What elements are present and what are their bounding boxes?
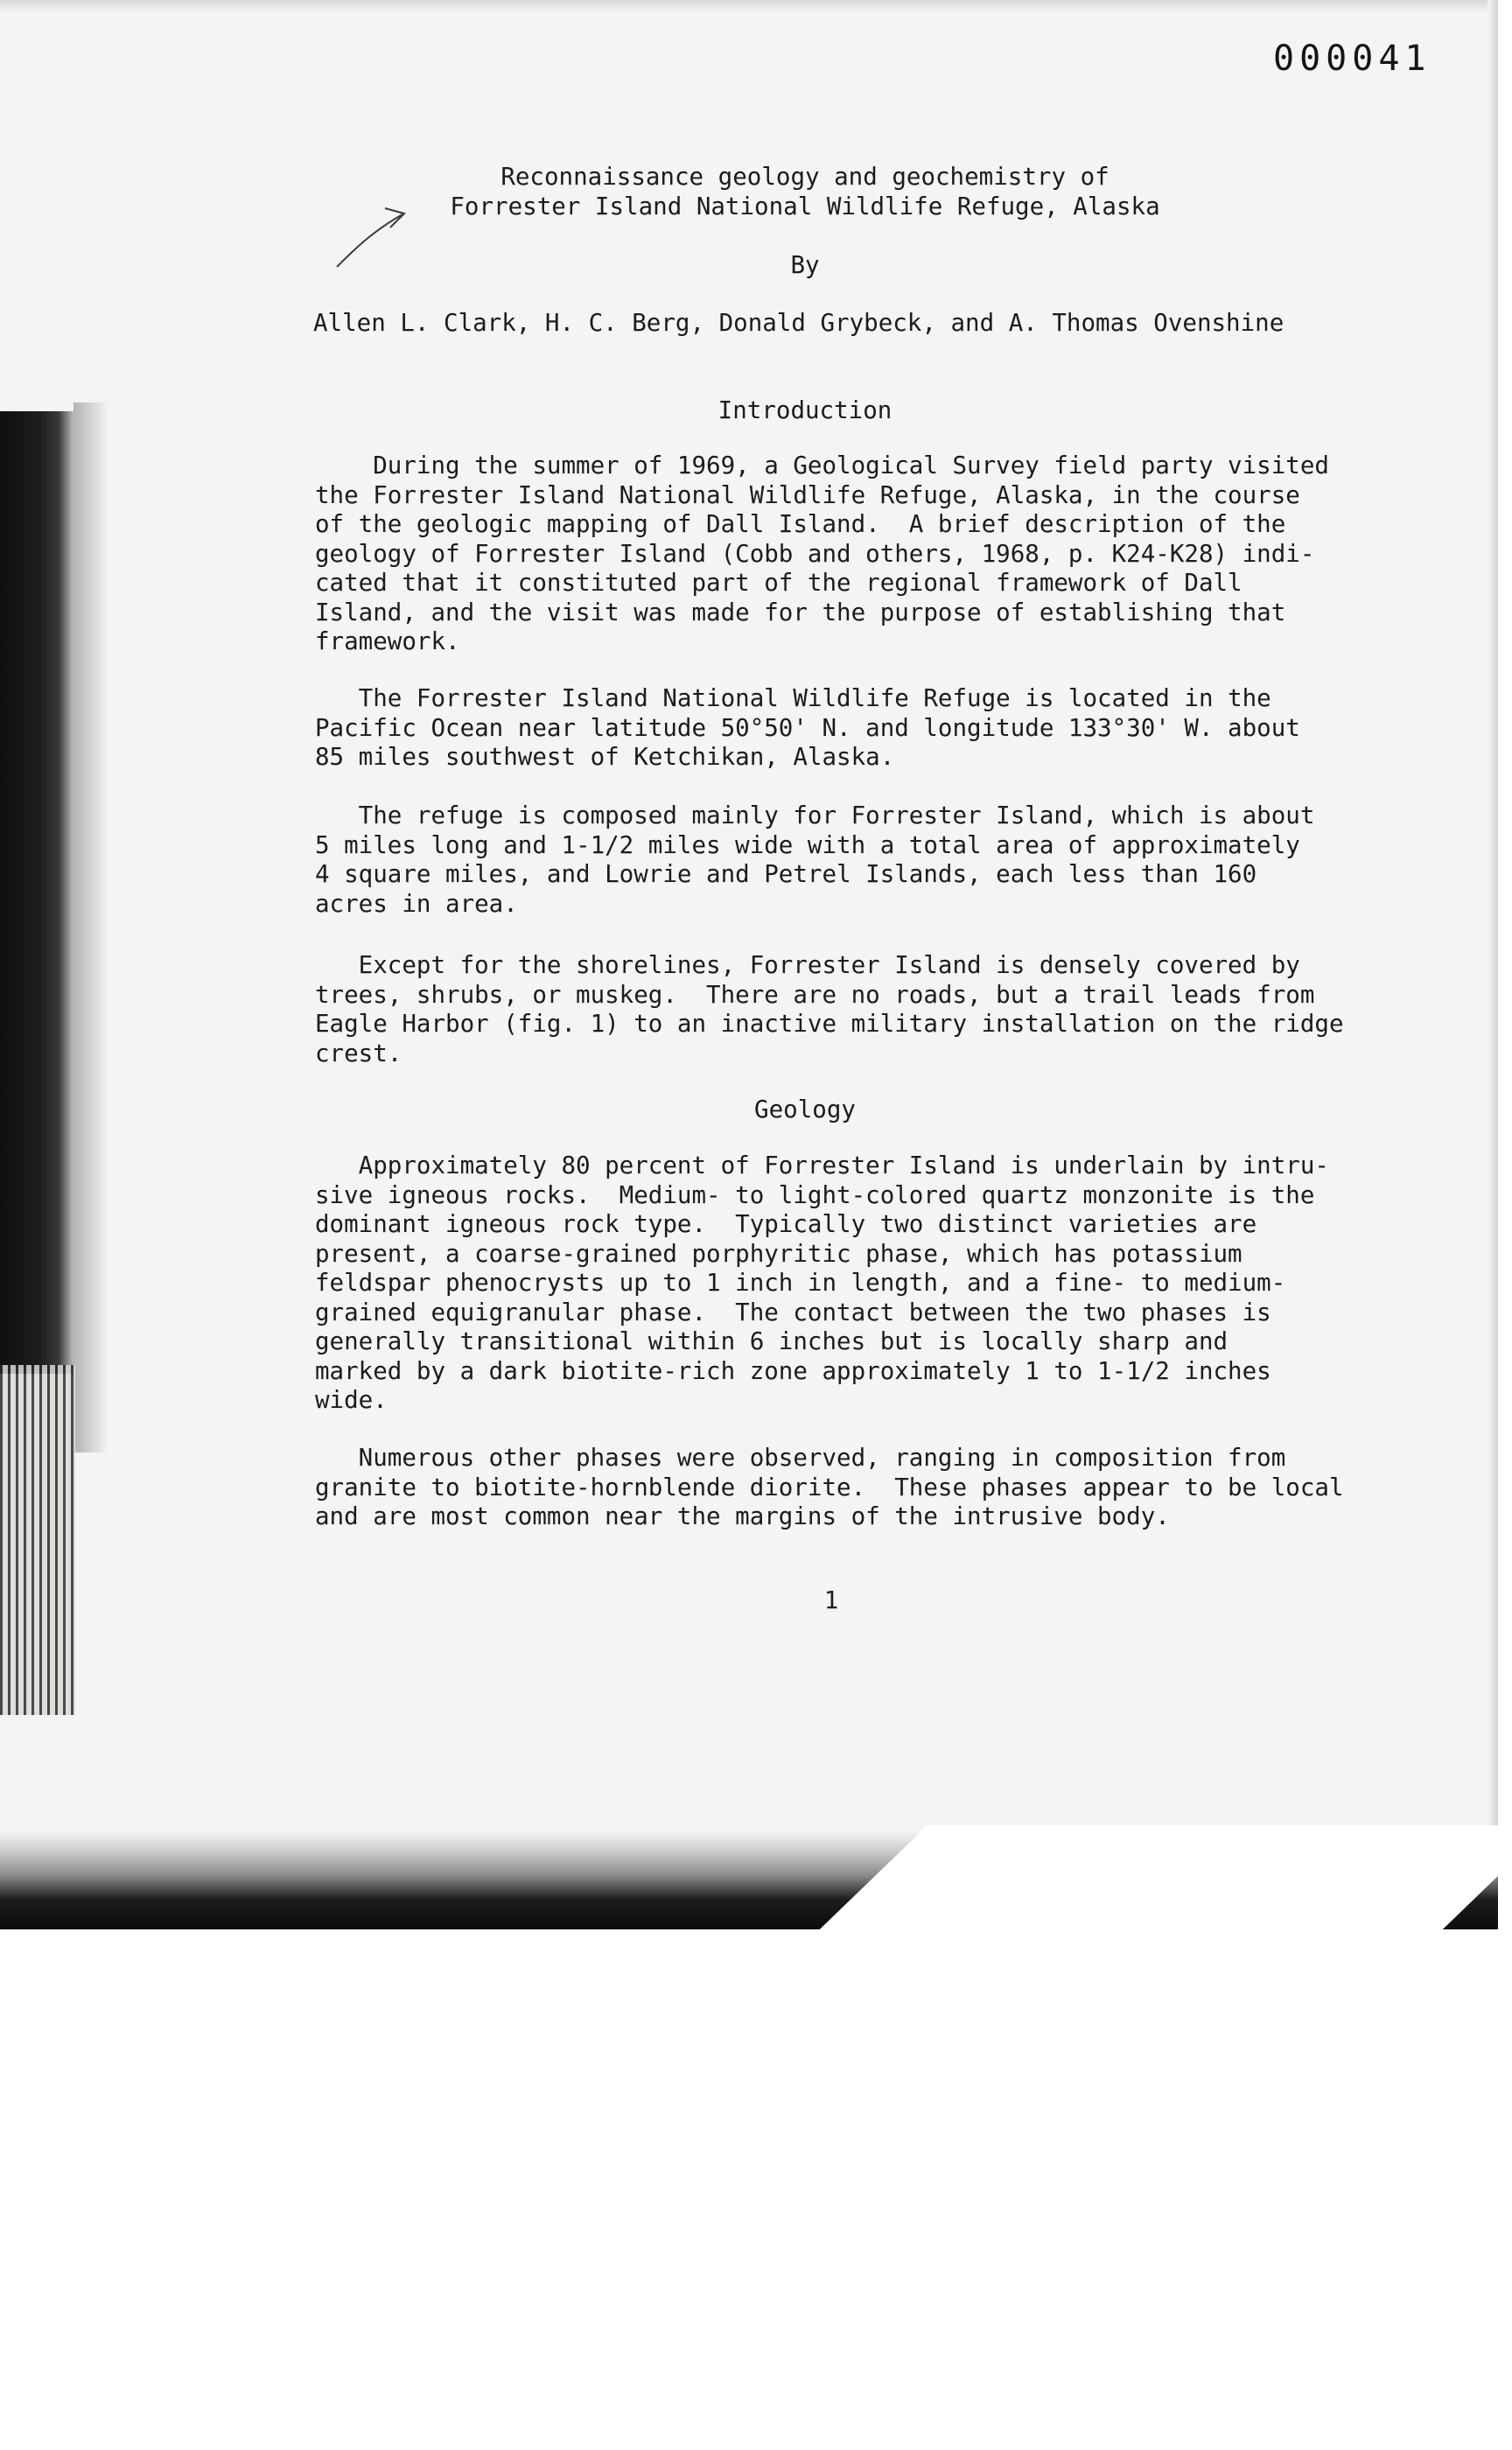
scan-left-shadow [74,402,108,1452]
scan-right-edge [1488,0,1498,1929]
by-label: By [790,251,820,279]
introduction-paragraph-3: The refuge is composed mainly for Forrester Island, which is about 5 miles long and 1-1/2 miles wide with a total area of approximately 4 square miles, and Lowrie and Petrel Islands, each less than 160 acres in area. [315,802,1315,918]
scan-top-edge [0,0,1498,12]
page-number: 1 [823,1586,839,1614]
authors-line: Allen L. Clark, H. C. Berg, Donald Grybeck, and A. Thomas Ovenshine [313,309,1284,337]
title-line-2: Forrester Island National Wildlife Refuge, Alaska [450,192,1160,220]
introduction-paragraph-2: The Forrester Island National Wildlife Refuge is located in the Pacific Ocean near latitude 50°50' N. and longitude 133°30' W. about 85 miles southwest of Ketchikan, Alaska. [315,684,1300,771]
geology-paragraph-2: Numerous other phases were observed, ranging in composition from granite to biotite-hornblende diorite. These phases appear to be local and are most common near the margins of the intrusive body. [315,1444,1344,1530]
document-id-stamp: 000041 [1273,38,1432,79]
scan-binding-strip [0,411,74,1374]
scan-binding-ribs [0,1365,75,1715]
scan-bottom-cut [815,1825,1498,1929]
introduction-paragraph-1: During the summer of 1969, a Geological Survey field party visited the Forrester Island National Wildlife Refuge, Alaska, in the course of the geologic mapping of Dall Island. A brief description of the geology of Forrester Island (Cobb and others, 1968, p. K24-K28) indi- cated that it constituted part of the regional framework of Dall Island, and the visit was made for the purpose of establishing that framework. [315,452,1329,655]
geology-paragraph-1: Approximately 80 percent of Forrester Island is underlain by intru- sive igneous rocks. Medium- to light-colored quartz monzonite is the dominant igneous rock type. Typically two distinct varieties are present, a coarse-grained porphyritic phase, which has potassium feldspar phenocrysts up to 1 inch in length, and a fine- to medium- grained equigranular phase. The contact between the two phases is generally transitional within 6 inches but is locally sharp and marked by a dark biotite-rich zone approximately 1 to 1-1/2 inches wide. [315,1152,1329,1414]
title-line-1: Reconnaissance geology and geochemistry of [500,163,1110,191]
geology-heading: Geology [754,1096,856,1124]
introduction-paragraph-4: Except for the shorelines, Forrester Island is densely covered by trees, shrubs, or muskeg. There are no roads, but a trail leads from Eagle Harbor (fig. 1) to an inactive military installation on the ridge crest. [315,951,1344,1068]
introduction-heading: Introduction [718,396,892,424]
